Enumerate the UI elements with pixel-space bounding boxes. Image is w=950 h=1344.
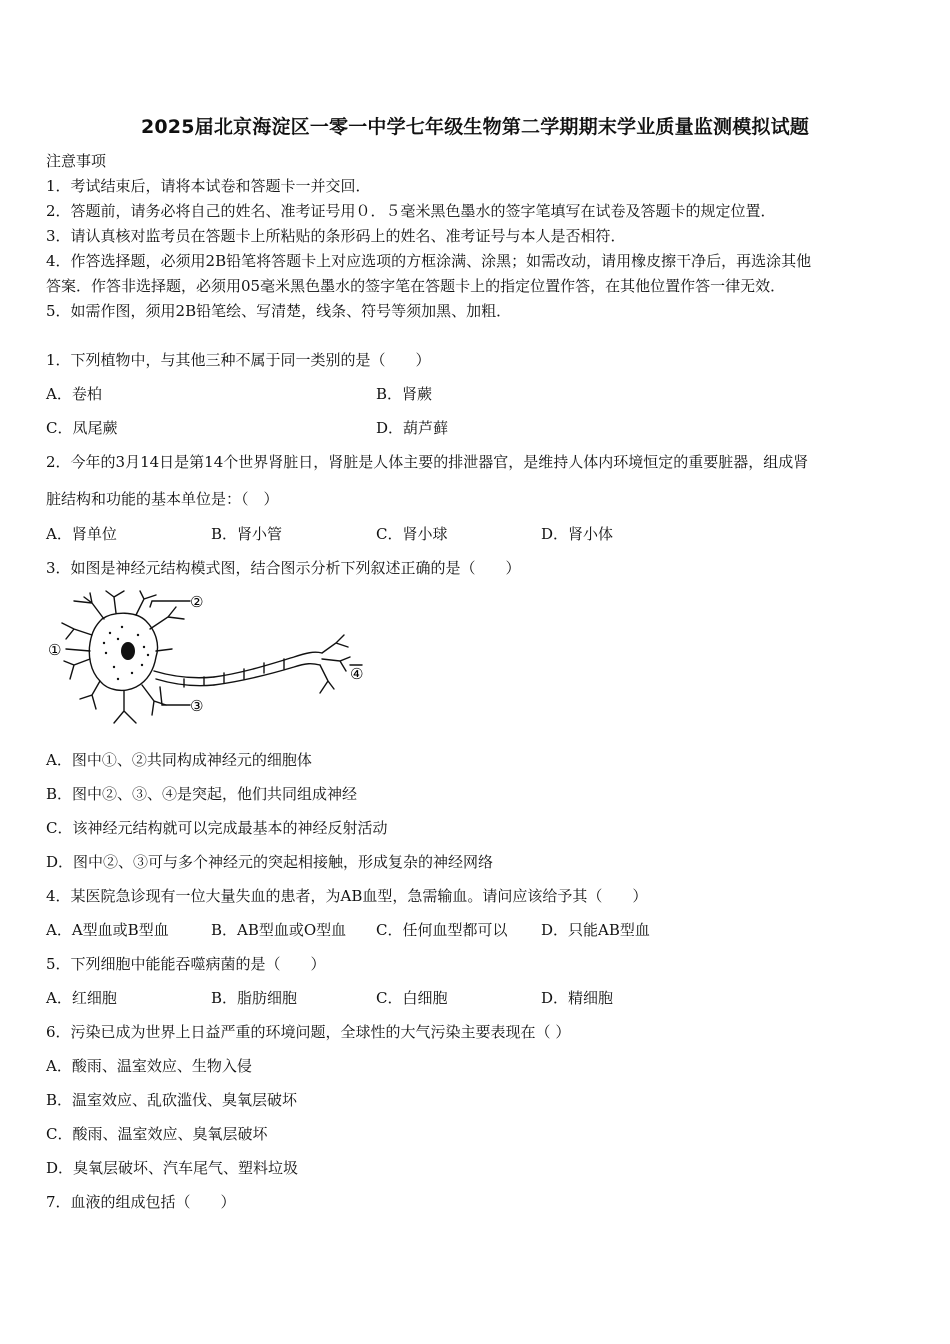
q2-option-b[interactable]: B．肾小管: [211, 525, 283, 543]
q5-option-d[interactable]: D．精细胞: [541, 989, 614, 1007]
notice-item: 4．作答选择题，必须用2B铅笔将答题卡上对应选项的方框涂满、涂黑；如需改动，请用橡皮擦干净后，再选涂其他: [46, 252, 812, 270]
q6-option-a[interactable]: A．酸雨、温室效应、生物入侵: [46, 1057, 252, 1075]
q1-option-b[interactable]: B．肾蕨: [376, 385, 433, 403]
q2-option-c[interactable]: C．肾小球: [376, 525, 448, 543]
q1-option-d[interactable]: D．葫芦藓: [376, 419, 449, 437]
q6-option-c[interactable]: C．酸雨、温室效应、臭氧层破坏: [46, 1125, 268, 1143]
q4-option-b[interactable]: B．AB型血或O型血: [211, 921, 347, 939]
question-2-stem: 2．今年的3月14日是第14个世界肾脏日，肾脏是人体主要的排泄器官，是维持人体内环境恒定的重要脏器，组成肾: [46, 453, 809, 471]
page-title: 2025届北京海淀区一零一中学七年级生物第二学期期末学业质量监测模拟试题: [140, 116, 810, 138]
q6-option-d[interactable]: D．臭氧层破坏、汽车尾气、塑料垃圾: [46, 1159, 299, 1177]
q1-option-c[interactable]: C．凤尾蕨: [46, 419, 118, 437]
question-2-stem-cont: 脏结构和功能的基本单位是：（ ）: [46, 490, 279, 508]
q3-option-a[interactable]: A．图中①、②共同构成神经元的细胞体: [46, 751, 312, 769]
q5-option-c[interactable]: C．白细胞: [376, 989, 448, 1007]
label-2: ②: [190, 593, 204, 611]
notice-item: 2．答题前，请务必将自己的姓名、准考证号用０．５毫米黑色墨水的签字笔填写在试卷及答题卡的规定位置．: [46, 202, 776, 220]
question-7-stem: 7．血液的组成包括（ ）: [46, 1193, 236, 1211]
q1-option-a[interactable]: A．卷柏: [46, 385, 102, 403]
q4-option-a[interactable]: A．A型血或B型血: [46, 921, 169, 939]
question-6-stem: 6．污染已成为世界上日益严重的环境问题，全球性的大气污染主要表现在（ ）: [46, 1023, 571, 1041]
q3-option-d[interactable]: D．图中②、③可与多个神经元的突起相接触，形成复杂的神经网络: [46, 853, 494, 871]
q5-option-a[interactable]: A．红细胞: [46, 989, 117, 1007]
q3-option-b[interactable]: B．图中②、③、④是突起，他们共同组成神经: [46, 785, 358, 803]
notice-heading: 注意事项: [46, 152, 107, 170]
neuron-diagram: [44, 589, 374, 739]
q3-option-c[interactable]: C．该神经元结构就可以完成最基本的神经反射活动: [46, 819, 388, 837]
notice-item: 5．如需作图，须用2B铅笔绘、写清楚，线条、符号等须加黑、加粗．: [46, 302, 512, 320]
label-3: ③: [190, 697, 204, 715]
q2-option-a[interactable]: A．肾单位: [46, 525, 117, 543]
notice-item: 1．考试结束后，请将本试卷和答题卡一并交回．: [46, 177, 371, 195]
label-4: ④: [350, 665, 364, 683]
label-1: ①: [48, 641, 62, 659]
question-5-stem: 5．下列细胞中能能吞噬病菌的是（ ）: [46, 955, 326, 973]
q2-option-d[interactable]: D．肾小体: [541, 525, 614, 543]
q4-option-c[interactable]: C．任何血型都可以: [376, 921, 508, 939]
notice-item: 答案．作答非选择题，必须用05毫米黑色墨水的签字笔在答题卡上的指定位置作答，在其他位置作答一律无效．: [46, 277, 786, 295]
question-1-stem: 1．下列植物中，与其他三种不属于同一类别的是（ ）: [46, 351, 431, 369]
q4-option-d[interactable]: D．只能AB型血: [541, 921, 650, 939]
question-3-stem: 3．如图是神经元结构模式图，结合图示分析下列叙述正确的是（ ）: [46, 559, 521, 577]
notice-item: 3．请认真核对监考员在答题卡上所粘贴的条形码上的姓名、准考证号与本人是否相符．: [46, 227, 626, 245]
q5-option-b[interactable]: B．脂肪细胞: [211, 989, 298, 1007]
question-4-stem: 4．某医院急诊现有一位大量失血的患者，为AB血型，急需输血。请问应该给予其（ ）: [46, 887, 648, 905]
q6-option-b[interactable]: B．温室效应、乱砍滥伐、臭氧层破坏: [46, 1091, 298, 1109]
